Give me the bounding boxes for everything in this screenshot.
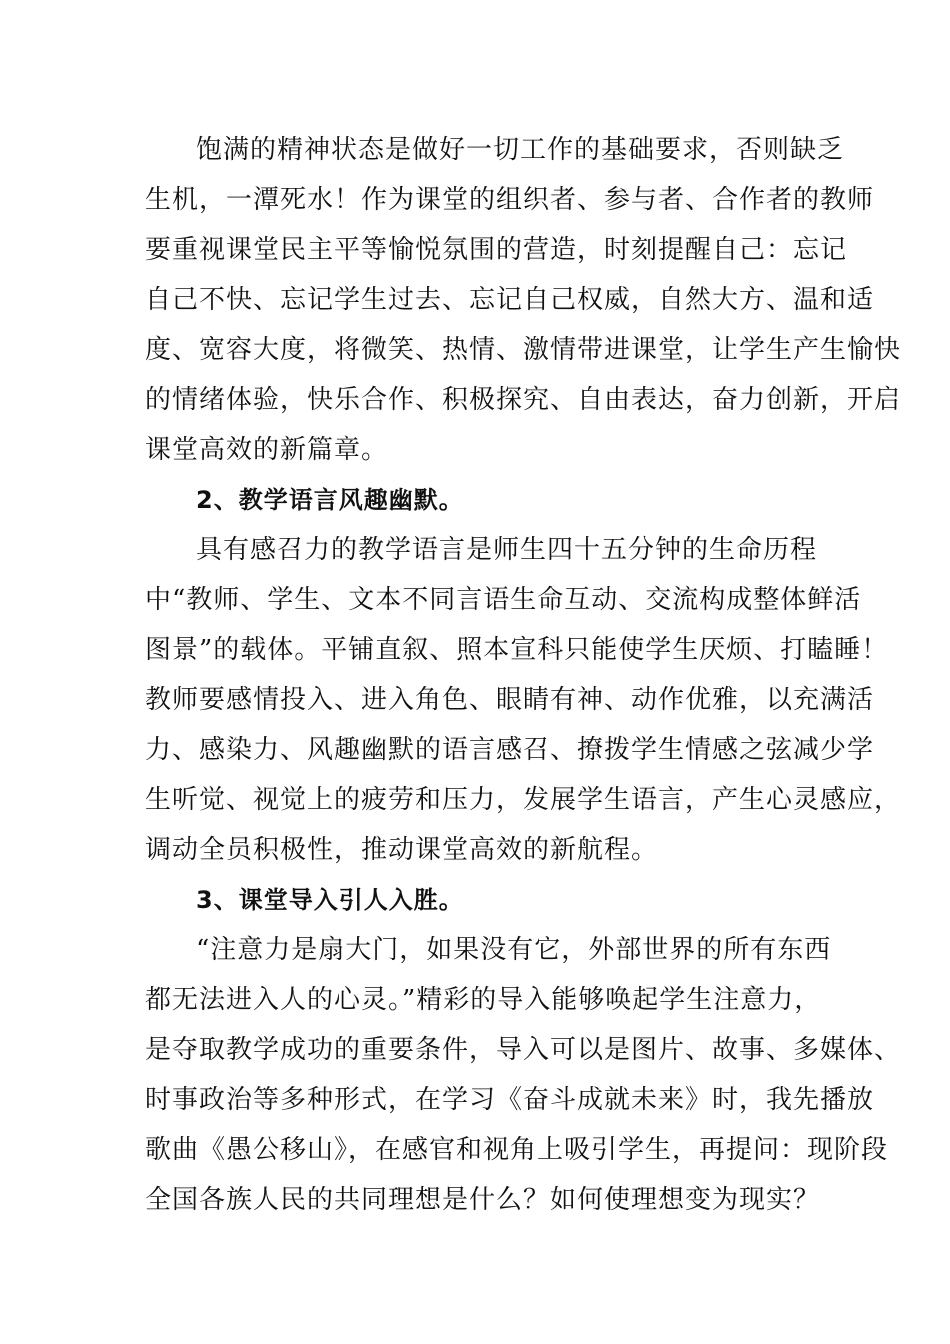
- paragraph-line: 力、感染力、风趣幽默的语言感召、撩拨学生情感之弦减少学: [145, 735, 875, 765]
- section-heading: 3、课堂导入引人入胜。: [196, 886, 464, 914]
- paragraph-line: 中“教师、学生、文本不同言语生命互动、交流构成整体鲜活: [145, 585, 862, 615]
- paragraph-line: 都无法进入人的心灵。”精彩的导入能够唤起学生注意力，: [145, 985, 822, 1015]
- paragraph-line: 要重视课堂民主平等愉悦氛围的营造，时刻提醒自己：忘记: [145, 235, 848, 265]
- paragraph-line: 具有感召力的教学语言是师生四十五分钟的生命历程: [196, 535, 818, 565]
- paragraph-line: 的情绪体验，快乐合作、积极探究、自由表达，奋力创新，开启: [145, 385, 902, 415]
- paragraph-line: 是夺取教学成功的重要条件，导入可以是图片、故事、多媒体、: [145, 1035, 902, 1065]
- paragraph-line: 教师要感情投入、进入角色、眼睛有神、动作优雅，以充满活: [145, 685, 875, 715]
- paragraph-line: 课堂高效的新篇章。: [145, 435, 389, 465]
- paragraph-line: 生听觉、视觉上的疲劳和压力，发展学生语言，产生心灵感应，: [145, 785, 902, 815]
- paragraph-line: 调动全员积极性，推动课堂高效的新航程。: [145, 835, 659, 865]
- paragraph-line: 全国各族人民的共同理想是什么？如何使理想变为现实？: [145, 1185, 821, 1215]
- paragraph-line: 生机，一潭死水！作为课堂的组织者、参与者、合作者的教师: [145, 185, 875, 215]
- paragraph-line: 时事政治等多种形式，在学习《奋斗成就未来》时，我先播放: [145, 1085, 875, 1115]
- section-heading: 2、教学语言风趣幽默。: [196, 486, 464, 514]
- paragraph-line: 歌曲《愚公移山》，在感官和视角上吸引学生，再提问：现阶段: [145, 1135, 889, 1165]
- paragraph-line: 自己不快、忘记学生过去、忘记自己权威，自然大方、温和适: [145, 285, 875, 315]
- paragraph-line: 饱满的精神状态是做好一切工作的基础要求，否则缺乏: [196, 135, 845, 165]
- paragraph-line: 度、宽容大度，将微笑、热情、激情带进课堂，让学生产生愉快: [145, 335, 902, 365]
- paragraph-line: 图景”的载体。平铺直叙、照本宣科只能使学生厌烦、打瞌睡！: [145, 635, 889, 665]
- paragraph-line: “注意力是扇大门，如果没有它，外部世界的所有东西: [196, 935, 832, 965]
